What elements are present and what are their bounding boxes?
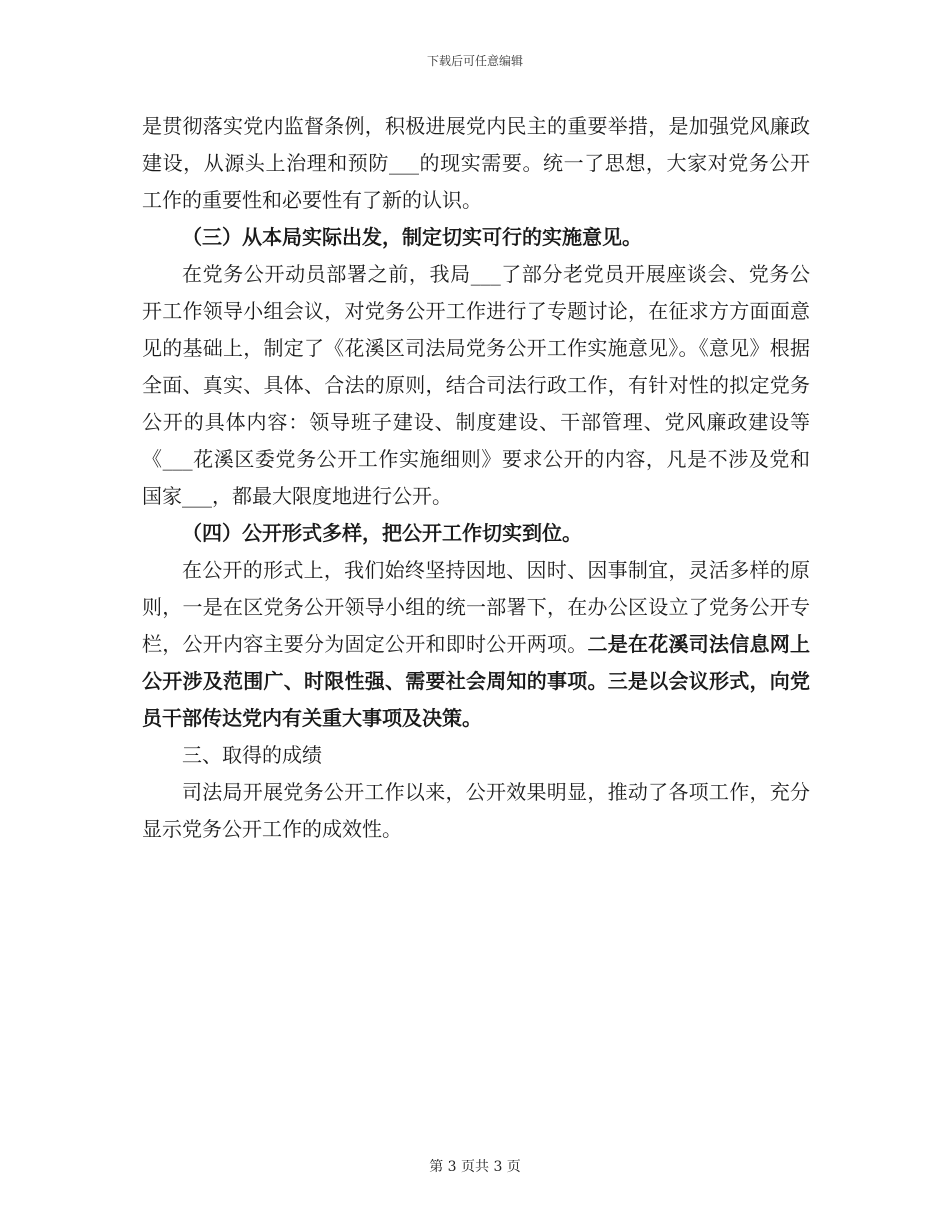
heading-achievements: 三、取得的成绩: [182, 743, 322, 767]
page-header: 下载后可任意编辑: [426, 54, 523, 68]
document-body: [142, 108, 810, 848]
page-footer: 第 3 页共 3 页: [429, 1159, 521, 1175]
paragraph-forms-bold: 二是在花溪司法信息网上公开涉及范围广、时限性强、需要社会周知的事项。三是以会议形式，向党员干部传达党内有关重大事项及决策。: [142, 632, 810, 730]
paragraph-forms-normal: 在公开的形式上，我们始终坚持因地、因时、因事制宜，灵活多样的原则，一是在区党务公开领导小组的统一部署下，在办公区设立了党务公开专栏，公开内容主要分为固定公开和即时公开两项。: [142, 558, 810, 656]
paragraph-continuation: 是贯彻落实党内监督条例，积极进展党内民主的重要举措，是加强党风廉政建设，从源头上治理和预防___的现实需要。统一了思想，大家对党务公开工作的重要性和必要性有了新的认识。: [142, 114, 810, 212]
heading-section-3: （三）从本局实际出发，制定切实可行的实施意见。: [182, 225, 642, 249]
paragraph-achievements: 司法局开展党务公开工作以来，公开效果明显，推动了各项工作，充分显示党务公开工作的成效性。: [142, 780, 810, 841]
heading-section-4: （四）公开形式多样，把公开工作切实到位。: [182, 521, 582, 545]
paragraph-forms: [142, 552, 810, 737]
paragraph-implementation: 在党务公开动员部署之前，我局___了部分老党员开展座谈会、党务公开工作领导小组会议，对党务公开工作进行了专题讨论，在征求方方面面意见的基础上，制定了《花溪区司法局党务公开工作实施意见》。《意见》根据全面、真实、具体、合法的原则，结合司法行政工作，有针对性的拟定党务公开的具体内容：领导班子建设、制度建设、干部管理、党风廉政建设等《___花溪区委党务公开工作实施细则》要求公开的内容，凡是不涉及党和国家___，都最大限度地进行公开。: [142, 262, 810, 508]
